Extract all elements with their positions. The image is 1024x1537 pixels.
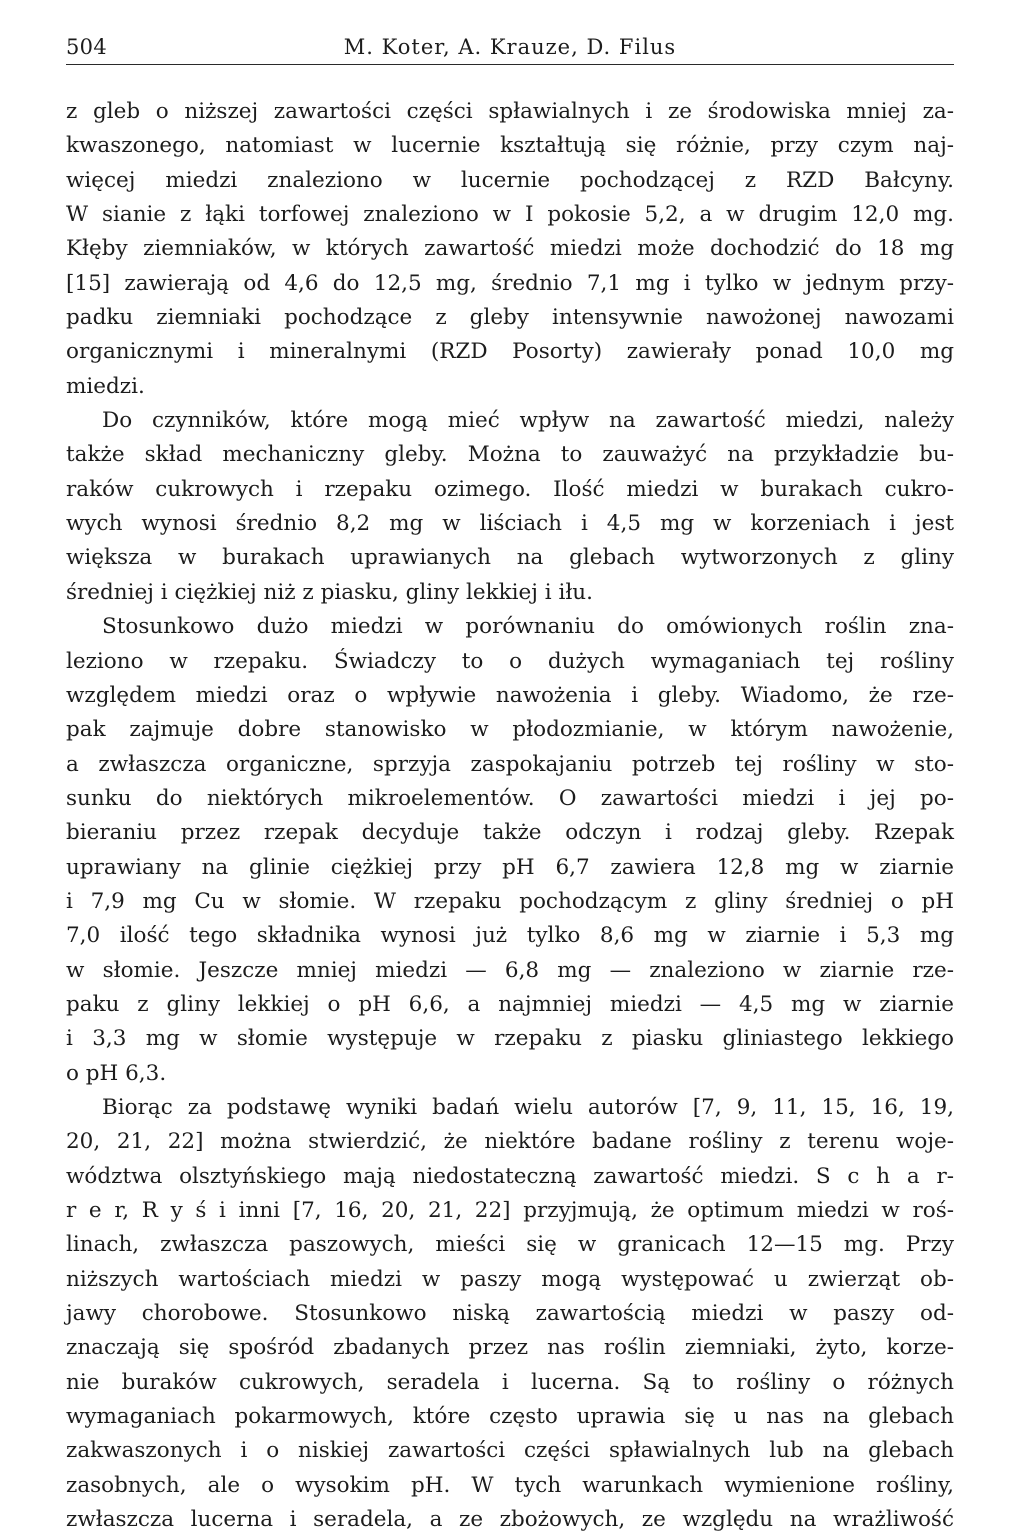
paragraph — [66, 404, 954, 610]
text-line: także skład mechaniczny gleby. Można to zauważyć na przykładzie bu- — [66, 442, 954, 468]
text-line: zasobnych, ale o wysokim pH. W tych warunkach wymienione rośliny, — [66, 1472, 954, 1498]
text-line: o pH 6,3. — [66, 1060, 167, 1086]
text-line: bieraniu przez rzepak decyduje także odczyn i rodzaj gleby. Rzepak — [66, 820, 954, 846]
text-line: względem miedzi oraz o wpływie nawożenia i gleby. Wiadomo, że rze- — [66, 682, 954, 708]
text-line: 20, 21, 22] można stwierdzić, że niektóre badane rośliny z terenu woje- — [66, 1129, 954, 1155]
text-line: linach, zwłaszcza paszowych, mieści się w granicach 12—15 mg. Przy — [66, 1232, 954, 1258]
text-line: Biorąc za podstawę wyniki badań wielu autorów [7, 9, 11, 15, 16, 19, — [102, 1094, 954, 1120]
text-line: średniej i ciężkiej niż z piasku, gliny lekkiej i iłu. — [66, 579, 593, 605]
text-line: leziono w rzepaku. Świadczy to o dużych wymaganiach tej rośliny — [66, 648, 954, 674]
text-line: raków cukrowych i rzepaku ozimego. Ilość miedzi w burakach cukro- — [66, 476, 954, 502]
text-line: jawy chorobowe. Stosunkowo niską zawartością miedzi w paszy od- — [66, 1301, 954, 1327]
text-line: wymaganiach pokarmowych, które często uprawia się u nas na glebach — [66, 1404, 954, 1430]
text-line: zwłaszcza lucerna i seradela, a ze zbożowych, ze względu na wrażliwość — [66, 1507, 954, 1533]
text-line: niższych wartościach miedzi w paszy mogą występować u zwierząt ob- — [66, 1266, 954, 1292]
paragraph — [66, 610, 954, 1091]
text-line: z gleb o niższej zawartości części spławialnych i ze środowiska mniej za- — [66, 99, 954, 124]
text-line: pak zajmuje dobre stanowisko w płodozmianie, w którym nawożenie, — [66, 717, 954, 743]
body-text — [66, 95, 954, 1537]
text-line: większa w burakach uprawianych na glebach wytworzonych z gliny — [66, 545, 954, 571]
text-line: znaczają się spośród zbadanych przez nas roślin ziemniaki, żyto, korze- — [66, 1335, 954, 1361]
text-line: Do czynników, które mogą mieć wpływ na zawartość miedzi, należy — [102, 408, 954, 434]
text-line: więcej miedzi znaleziono w lucernie pochodzącej z RZD Bałcyny. — [66, 167, 954, 193]
text-line: r e r, R y ś i inni [7, 16, 20, 21, 22] przyjmują, że optimum miedzi w roś- — [66, 1198, 954, 1223]
text-line: [15] zawierają od 4,6 do 12,5 mg, średnio 7,1 mg i tylko w jednym przy- — [66, 270, 954, 296]
page-number: 504 — [66, 35, 107, 59]
text-line: zakwaszonych i o niskiej zawartości części spławialnych lub na glebach — [66, 1438, 954, 1464]
text-line: kwaszonego, natomiast w lucernie kształtują się różnie, przy czym naj- — [66, 133, 954, 159]
text-line: Stosunkowo dużo miedzi w porównaniu do omówionych roślin zna- — [102, 614, 954, 640]
text-line: paku z gliny lekkiej o pH 6,6, a najmniej miedzi — 4,5 mg w ziarnie — [66, 991, 954, 1017]
running-head-authors: M. Koter, A. Krauze, D. Filus — [343, 35, 677, 59]
paragraph — [66, 1091, 954, 1537]
text-line: 7,0 ilość tego składnika wynosi już tylko 8,6 mg w ziarnie i 5,3 mg — [66, 923, 954, 949]
text-line: Kłęby ziemniaków, w których zawartość miedzi może dochodzić do 18 mg — [66, 236, 954, 262]
text-line: a zwłaszcza organiczne, sprzyja zaspokajaniu potrzeb tej rośliny w sto- — [66, 751, 954, 777]
page — [66, 30, 954, 1537]
text-line: organicznymi i mineralnymi (RZD Posorty) zawierały ponad 10,0 mg — [66, 339, 954, 365]
text-line: uprawiany na glinie ciężkiej przy pH 6,7 zawiera 12,8 mg w ziarnie — [66, 854, 954, 880]
text-line: miedzi. — [66, 373, 145, 399]
text-line: w słomie. Jeszcze mniej miedzi — 6,8 mg — znaleziono w ziarnie rze- — [66, 957, 954, 983]
text-line: nie buraków cukrowych, seradela i lucerna. Są to rośliny o różnych — [66, 1369, 954, 1395]
text-line: i 3,3 mg w słomie występuje w rzepaku z piasku gliniastego lekkiego — [66, 1026, 954, 1052]
text-line: wództwa olsztyńskiego mają niedostateczną zawartość miedzi. S c h a r- — [66, 1163, 954, 1189]
text-line: wych wynosi średnio 8,2 mg w liściach i 4,5 mg w korzeniach i jest — [66, 511, 954, 537]
text-line: sunku do niektórych mikroelementów. O zawartości miedzi i jej po- — [66, 785, 954, 811]
text-line: padku ziemniaki pochodzące z gleby intensywnie nawożonej nawozami — [66, 305, 954, 331]
text-line: i 7,9 mg Cu w słomie. W rzepaku pochodzącym z gliny średniej o pH — [66, 888, 954, 914]
text-line: W sianie z łąki torfowej znaleziono w I pokosie 5,2, a w drugim 12,0 mg. — [66, 202, 954, 228]
paragraph — [66, 95, 954, 404]
running-head — [66, 30, 954, 65]
